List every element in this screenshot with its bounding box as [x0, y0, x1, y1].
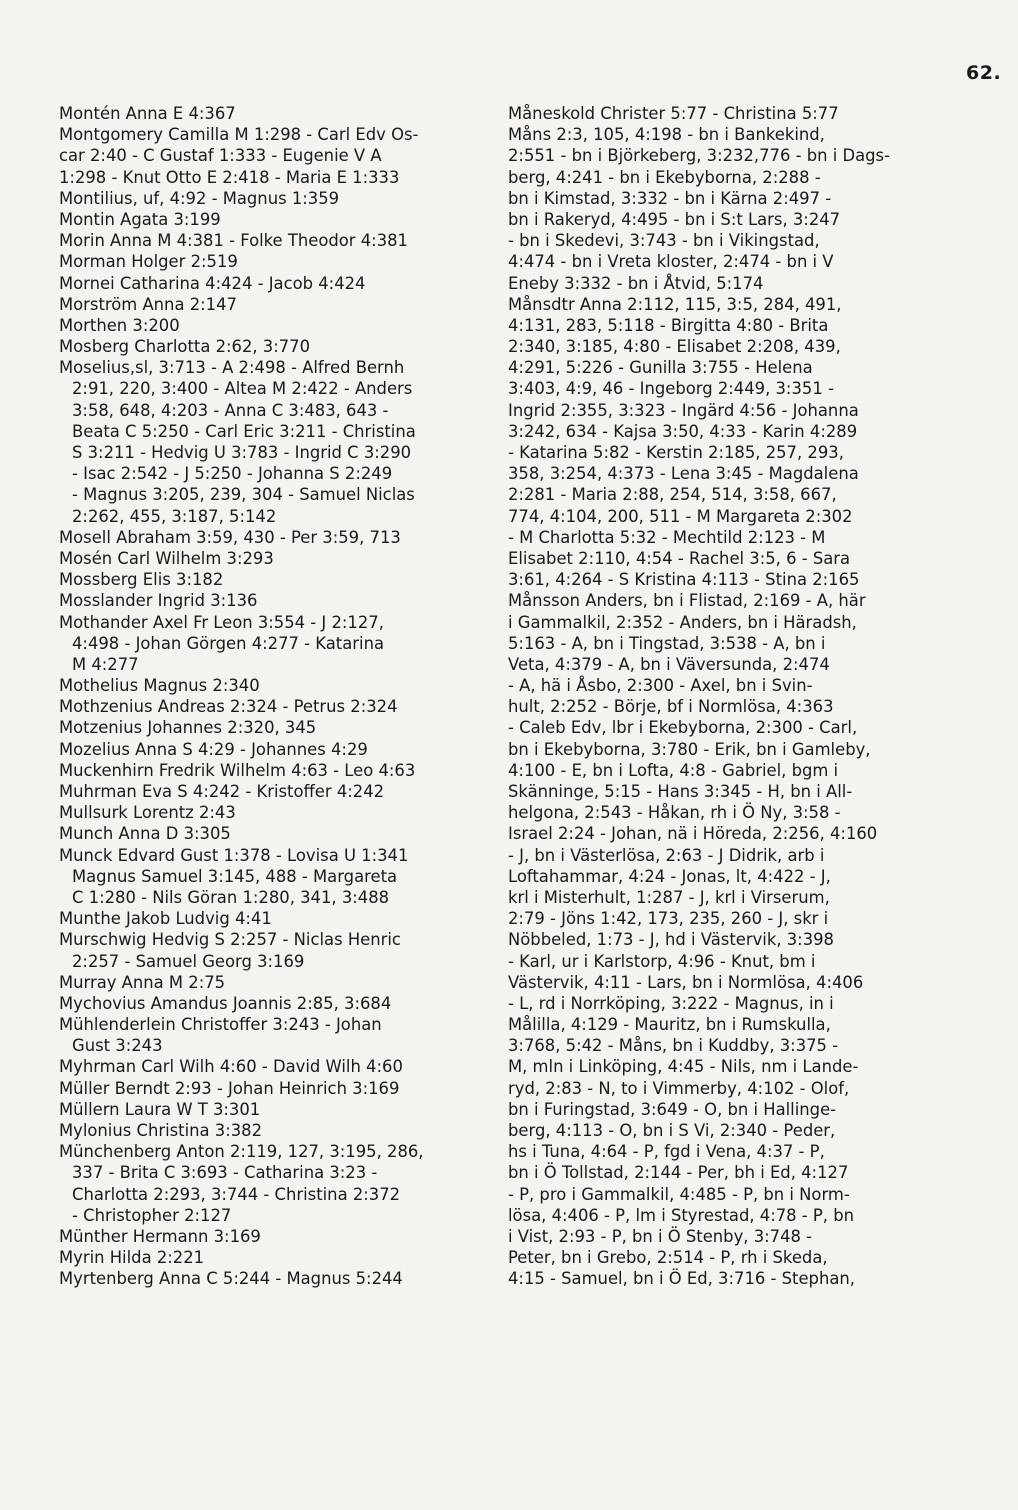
index-entry-line: Munck Edvard Gust 1:378 - Lovisa U 1:341 [59, 845, 409, 865]
index-entry-line: Müllern Laura W T 3:301 [59, 1099, 261, 1119]
index-entry-line: Loftahammar, 4:24 - Jonas, lt, 4:422 - J, [508, 866, 831, 886]
page-number: 62. [966, 62, 1002, 84]
index-entry-line: - J, bn i Västerlösa, 2:63 - J Didrik, arb i [508, 845, 825, 865]
index-entry-line: Myhrman Carl Wilh 4:60 - David Wilh 4:60 [59, 1057, 403, 1077]
index-entry-line: 1:298 - Knut Otto E 2:418 - Maria E 1:333 [59, 167, 400, 187]
index-entry-line: Mosslander Ingrid 3:136 [59, 591, 258, 611]
index-entry-line: bn i Ö Tollstad, 2:144 - Per, bh i Ed, 4:127 [508, 1163, 849, 1183]
index-entry-line: C 1:280 - Nils Göran 1:280, 341, 3:488 [72, 887, 390, 907]
index-entry-line: - A, hä i Åsbo, 2:300 - Axel, bn i Svin- [508, 676, 813, 696]
index-entry-line: Myrin Hilda 2:221 [59, 1248, 205, 1268]
index-entry-line: Israel 2:24 - Johan, nä i Höreda, 2:256, 4:160 [508, 824, 878, 844]
index-entry-line: - Magnus 3:205, 239, 304 - Samuel Niclas [72, 485, 415, 505]
index-entry-line: 3:61, 4:264 - S Kristina 4:113 - Stina 2:165 [508, 570, 860, 590]
index-entry-line: Målilla, 4:129 - Mauritz, bn i Rumskulla, [508, 1015, 831, 1035]
index-entry-line: 3:768, 5:42 - Måns, bn i Kuddby, 3:375 - [508, 1036, 839, 1056]
index-entry-line: Månsson Anders, bn i Flistad, 2:169 - A, här [508, 591, 866, 611]
index-entry-line: hult, 2:252 - Börje, bf i Normlösa, 4:363 [508, 697, 834, 717]
index-entry-line: Mosén Carl Wilhelm 3:293 [59, 548, 274, 568]
index-entry-line: - P, pro i Gammalkil, 4:485 - P, bn i Norm- [508, 1184, 850, 1204]
index-entry-line: Veta, 4:379 - A, bn i Väversunda, 2:474 [508, 654, 830, 674]
index-entry-line: Mothzenius Andreas 2:324 - Petrus 2:324 [59, 697, 398, 717]
index-entry-line: 358, 3:254, 4:373 - Lena 3:45 - Magdalena [508, 464, 859, 484]
index-entry-line: - Isac 2:542 - J 5:250 - Johanna S 2:249 [72, 464, 393, 484]
index-entry-line: Müller Berndt 2:93 - Johan Heinrich 3:169 [59, 1078, 400, 1098]
index-entry-line: - Christopher 2:127 [72, 1205, 232, 1225]
index-entry-line: i Gammalkil, 2:352 - Anders, bn i Häradsh, [508, 612, 857, 632]
index-entry-line: Beata C 5:250 - Carl Eric 3:211 - Christina [72, 421, 416, 441]
index-entry-line: Nöbbeled, 1:73 - J, hd i Västervik, 3:398 [508, 930, 834, 950]
index-entry-line: Mosberg Charlotta 2:62, 3:770 [59, 337, 311, 357]
index-entry-line: Muckenhirn Fredrik Wilhelm 4:63 - Leo 4:63 [59, 760, 416, 780]
index-entry-line: Morström Anna 2:147 [59, 294, 237, 314]
index-entry-line: Mullsurk Lorentz 2:43 [59, 803, 236, 823]
index-entry-line: - Katarina 5:82 - Kerstin 2:185, 257, 293, [508, 443, 844, 462]
index-entry-line: Mozelius Anna S 4:29 - Johannes 4:29 [59, 739, 368, 759]
index-entry-line: Montilius, uf, 4:92 - Magnus 1:359 [59, 188, 340, 208]
index-entry-line: Måneskold Christer 5:77 - Christina 5:77 [508, 104, 839, 123]
index-entry-line: Eneby 3:332 - bn i Åtvid, 5:174 [508, 273, 764, 293]
index-entry-line: Peter, bn i Grebo, 2:514 - P, rh i Skeda, [508, 1248, 828, 1268]
index-entry-line: Morin Anna M 4:381 - Folke Theodor 4:381 [59, 231, 408, 251]
index-entry-line: Mühlenderlein Christoffer 3:243 - Johan [59, 1015, 382, 1035]
index-column-right [508, 103, 978, 1290]
index-entry-line: berg, 4:241 - bn i Ekebyborna, 2:288 - [508, 167, 821, 187]
index-entry-line: lösa, 4:406 - P, lm i Styrestad, 4:78 - P, bn [508, 1205, 855, 1225]
index-entry-line: Moselius,sl, 3:713 - A 2:498 - Alfred Bernh [59, 358, 405, 378]
index-entry-line: 337 - Brita C 3:693 - Catharina 3:23 - [72, 1163, 378, 1183]
index-entry-line: Ingrid 2:355, 3:323 - Ingärd 4:56 - Johanna [508, 400, 859, 420]
index-entry-line: bn i Ekebyborna, 3:780 - Erik, bn i Gamleby, [508, 739, 871, 759]
index-entry-line: Månsdtr Anna 2:112, 115, 3:5, 284, 491, [508, 294, 842, 314]
index-entry-line: 3:403, 4:9, 46 - Ingeborg 2:449, 3:351 - [508, 379, 834, 399]
index-entry-line: 3:58, 648, 4:203 - Anna C 3:483, 643 - [72, 400, 389, 420]
index-entry-line: 2:551 - bn i Björkeberg, 3:232,776 - bn i Dags- [508, 146, 891, 166]
index-entry-line: Münchenberg Anton 2:119, 127, 3:195, 286, [59, 1142, 424, 1162]
index-entry-line: - Karl, ur i Karlstorp, 4:96 - Knut, bm i [508, 951, 816, 971]
index-entry-line: bn i Furingstad, 3:649 - O, bn i Hallinge- [508, 1099, 837, 1119]
index-entry-line: Montgomery Camilla M 1:298 - Carl Edv Os- [59, 125, 419, 145]
index-entry-line: Myrtenberg Anna C 5:244 - Magnus 5:244 [59, 1269, 403, 1289]
index-entry-line: Morthen 3:200 [59, 315, 180, 335]
index-entry-line: 3:242, 634 - Kajsa 3:50, 4:33 - Karin 4:289 [508, 421, 858, 441]
index-entry-line: berg, 4:113 - O, bn i S Vi, 2:340 - Peder, [508, 1121, 836, 1140]
index-entry-line: Murray Anna M 2:75 [59, 972, 226, 992]
index-entry-line: Västervik, 4:11 - Lars, bn i Normlösa, 4:406 [508, 972, 864, 992]
index-entry-line: Magnus Samuel 3:145, 488 - Margareta [72, 866, 398, 886]
index-entry-line: krl i Misterhult, 1:287 - J, krl i Virserum, [508, 887, 830, 907]
index-entry-line: Charlotta 2:293, 3:744 - Christina 2:372 [72, 1184, 401, 1204]
index-entry-line: Mosell Abraham 3:59, 430 - Per 3:59, 713 [59, 527, 401, 547]
index-entry-line: 2:281 - Maria 2:88, 254, 514, 3:58, 667, [508, 485, 837, 505]
index-entry-line: 5:163 - A, bn i Tingstad, 3:538 - A, bn i [508, 633, 826, 653]
index-entry-line: - Caleb Edv, lbr i Ekebyborna, 2:300 - Carl, [508, 718, 858, 738]
index-entry-line: Münther Hermann 3:169 [59, 1226, 261, 1246]
index-entry-line: Mychovius Amandus Joannis 2:85, 3:684 [59, 993, 392, 1013]
index-entry-line: Muhrman Eva S 4:242 - Kristoffer 4:242 [59, 782, 385, 801]
index-entry-line: 4:474 - bn i Vreta kloster, 2:474 - bn i V [508, 252, 834, 272]
index-entry-line: Munthe Jakob Ludvig 4:41 [59, 909, 272, 929]
index-entry-line: Montin Agata 3:199 [59, 209, 221, 229]
index-entry-line: S 3:211 - Hedvig U 3:783 - Ingrid C 3:290 [72, 443, 412, 462]
index-entry-line: 2:340, 3:185, 4:80 - Elisabet 2:208, 439, [508, 337, 841, 357]
index-entry-line: Munch Anna D 3:305 [59, 824, 231, 844]
index-entry-line: 2:91, 220, 3:400 - Altea M 2:422 - Anders [72, 379, 413, 399]
index-entry-line: Skänninge, 5:15 - Hans 3:345 - H, bn i All- [508, 782, 853, 801]
index-entry-line: 774, 4:104, 200, 511 - M Margareta 2:302 [508, 506, 853, 526]
index-entry-line: Måns 2:3, 105, 4:198 - bn i Bankekind, [508, 125, 825, 145]
index-entry-line: ryd, 2:83 - N, to i Vimmerby, 4:102 - Olof, [508, 1078, 850, 1098]
index-entry-line: 4:100 - E, bn i Lofta, 4:8 - Gabriel, bgm i [508, 760, 839, 780]
index-entry-line: 4:291, 5:226 - Gunilla 3:755 - Helena [508, 358, 813, 378]
index-entry-line: Murschwig Hedvig S 2:257 - Niclas Henric [59, 930, 401, 950]
index-entry-line: Mornei Catharina 4:424 - Jacob 4:424 [59, 273, 366, 293]
index-entry-line: Mothander Axel Fr Leon 3:554 - J 2:127, [59, 612, 384, 632]
index-entry-line: - bn i Skedevi, 3:743 - bn i Vikingstad, [508, 231, 820, 251]
index-entry-line: 2:262, 455, 3:187, 5:142 [72, 506, 277, 526]
index-column-left [59, 103, 479, 1290]
index-entry-line: Gust 3:243 [72, 1036, 163, 1056]
index-entry-line: Mylonius Christina 3:382 [59, 1121, 263, 1140]
index-entry-line: - L, rd i Norrköping, 3:222 - Magnus, in i [508, 993, 834, 1013]
index-entry-line: Morman Holger 2:519 [59, 252, 238, 272]
index-entry-line: M 4:277 [72, 654, 139, 674]
index-entry-line: Elisabet 2:110, 4:54 - Rachel 3:5, 6 - Sara [508, 548, 851, 568]
index-entry-line: 4:131, 283, 5:118 - Birgitta 4:80 - Brita [508, 315, 829, 335]
index-entry-line: 4:498 - Johan Görgen 4:277 - Katarina [72, 633, 384, 653]
index-entry-line: Motzenius Johannes 2:320, 345 [59, 718, 317, 738]
index-entry-line: Montén Anna E 4:367 [59, 104, 236, 123]
index-entry-line: car 2:40 - C Gustaf 1:333 - Eugenie V A [59, 146, 382, 166]
index-entry-line: - M Charlotta 5:32 - Mechtild 2:123 - M [508, 527, 826, 547]
index-entry-line: i Vist, 2:93 - P, bn i Ö Stenby, 3:748 - [508, 1226, 813, 1246]
index-entry-line: Mossberg Elis 3:182 [59, 570, 224, 590]
index-entry-line: hs i Tuna, 4:64 - P, fgd i Vena, 4:37 - P, [508, 1142, 825, 1162]
index-entry-line: 2:257 - Samuel Georg 3:169 [72, 951, 305, 971]
index-entry-line: M, mln i Linköping, 4:45 - Nils, nm i Lande- [508, 1057, 859, 1077]
index-entry-line: bn i Kimstad, 3:332 - bn i Kärna 2:497 - [508, 188, 832, 208]
index-entry-line: 2:79 - Jöns 1:42, 173, 235, 260 - J, skr i [508, 909, 829, 929]
index-entry-line: 4:15 - Samuel, bn i Ö Ed, 3:716 - Stephan, [508, 1269, 855, 1289]
index-entry-line: Mothelius Magnus 2:340 [59, 676, 260, 696]
index-entry-line: helgona, 2:543 - Håkan, rh i Ö Ny, 3:58 - [508, 803, 841, 823]
index-entry-line: bn i Rakeryd, 4:495 - bn i S:t Lars, 3:247 [508, 209, 841, 229]
